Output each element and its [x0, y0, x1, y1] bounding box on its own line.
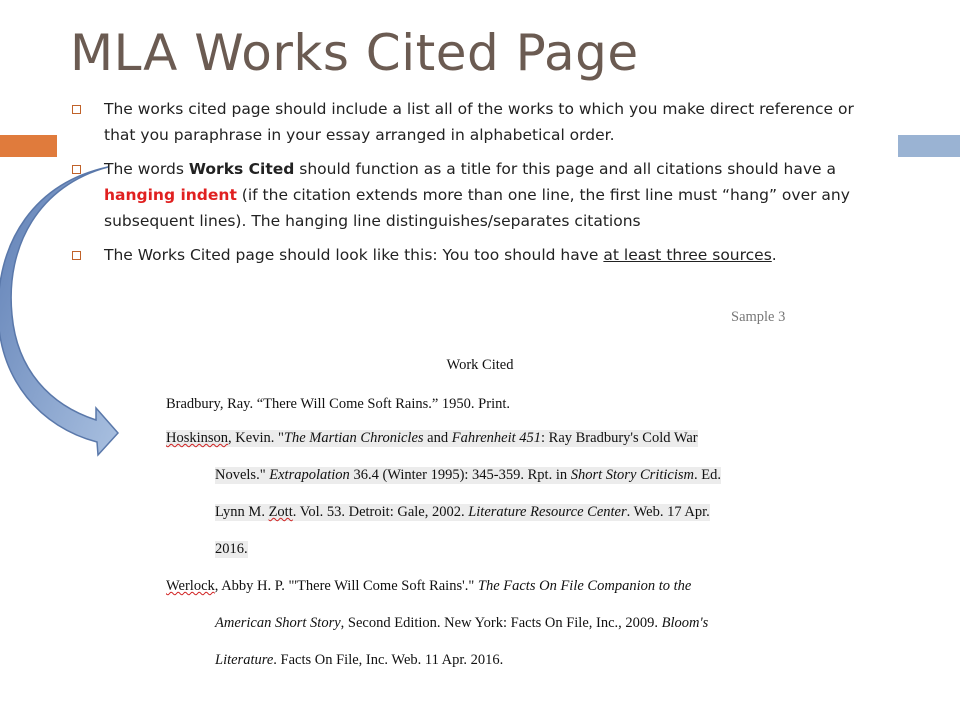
- citation-text: . Vol. 53. Detroit: Gale, 2002.: [292, 504, 469, 520]
- citation-text: Short Story Criticism: [570, 467, 694, 483]
- citation-text: , Kevin. ": [228, 430, 284, 446]
- citation-text: The Martian Chronicles: [283, 430, 424, 446]
- citation-text: , Second Edition. New York: Facts On File, Inc., 2009.: [340, 615, 662, 631]
- slide-title: MLA Works Cited Page: [70, 24, 639, 82]
- citation-text: : Ray Bradbury's Cold War: [541, 430, 698, 446]
- author-surname: Werlock: [166, 578, 215, 594]
- citation-text: Extrapolation: [269, 467, 350, 483]
- sample-label: Sample 3: [731, 309, 786, 325]
- bullet-list: [70, 96, 890, 276]
- citation-text: , Abby H. P. "'There Will Come Soft Rains'.": [214, 578, 478, 594]
- accent-bar-right: [898, 135, 960, 157]
- citation-text: . Facts On File, Inc. Web. 11 Apr. 2016.: [273, 652, 504, 668]
- citation-text: Fahrenheit 451: [451, 430, 541, 446]
- citation-text: . Web. 17 Apr.: [626, 504, 710, 520]
- bullet-text: should function as a title for this page and all citations should have a: [294, 160, 836, 178]
- citation-3-line-1: [166, 578, 691, 595]
- citation-text: Bloom's: [661, 615, 709, 631]
- bullet-item-3: [70, 242, 890, 268]
- citation-2-line-4: 2016.: [215, 541, 248, 557]
- citation-3-line-3: [215, 652, 503, 669]
- bullet-text: The words: [104, 160, 189, 178]
- bullet-item-1: [70, 96, 890, 148]
- citation-2-line-2: [215, 467, 721, 484]
- works-cited-heading: Work Cited: [446, 357, 514, 373]
- works-cited-term: Works Cited: [188, 160, 295, 178]
- bullet-item-2: [70, 156, 890, 234]
- editor-surname: Zott: [268, 504, 293, 520]
- citation-text: and: [423, 430, 452, 446]
- bullet-text: The works cited page should include a list all of the works to which you make direct reference or that you paraphrase in your essay arranged in alphabetical order.: [104, 100, 854, 144]
- accent-bar-left: [0, 135, 57, 157]
- citation-3-line-2: [215, 615, 708, 632]
- bullet-text: The Works Cited page should look like this: You too should have: [104, 246, 604, 264]
- citation-text: Literature: [215, 652, 274, 668]
- citation-text: Novels.": [215, 467, 270, 483]
- citation-text: American Short Story: [215, 615, 341, 631]
- bullet-text: .: [771, 246, 777, 264]
- hanging-indent-term: hanging indent: [104, 186, 237, 204]
- three-sources-emphasis: at least three sources: [603, 246, 772, 264]
- curved-arrow-icon: [0, 165, 130, 465]
- citation-text: 36.4 (Winter 1995): 345-359. Rpt. in: [349, 467, 571, 483]
- citation-2-line-3: [215, 504, 710, 521]
- citation-1: Bradbury, Ray. “There Will Come Soft Rains.” 1950. Print.: [166, 396, 511, 412]
- square-bullet-icon: [72, 105, 81, 114]
- author-surname: Hoskinson: [166, 430, 229, 446]
- citation-2-line-1: [166, 430, 698, 447]
- citation-text: Lynn M.: [215, 504, 269, 520]
- citation-text: The Facts On File Companion to the: [477, 578, 692, 594]
- citation-text: Literature Resource Center: [468, 504, 627, 520]
- citation-text: . Ed.: [694, 467, 721, 483]
- bullet-text: (if the citation extends more than one line, the first line must “hang” over any subsequent lines). The hanging line distinguishes/separates citations: [104, 186, 850, 230]
